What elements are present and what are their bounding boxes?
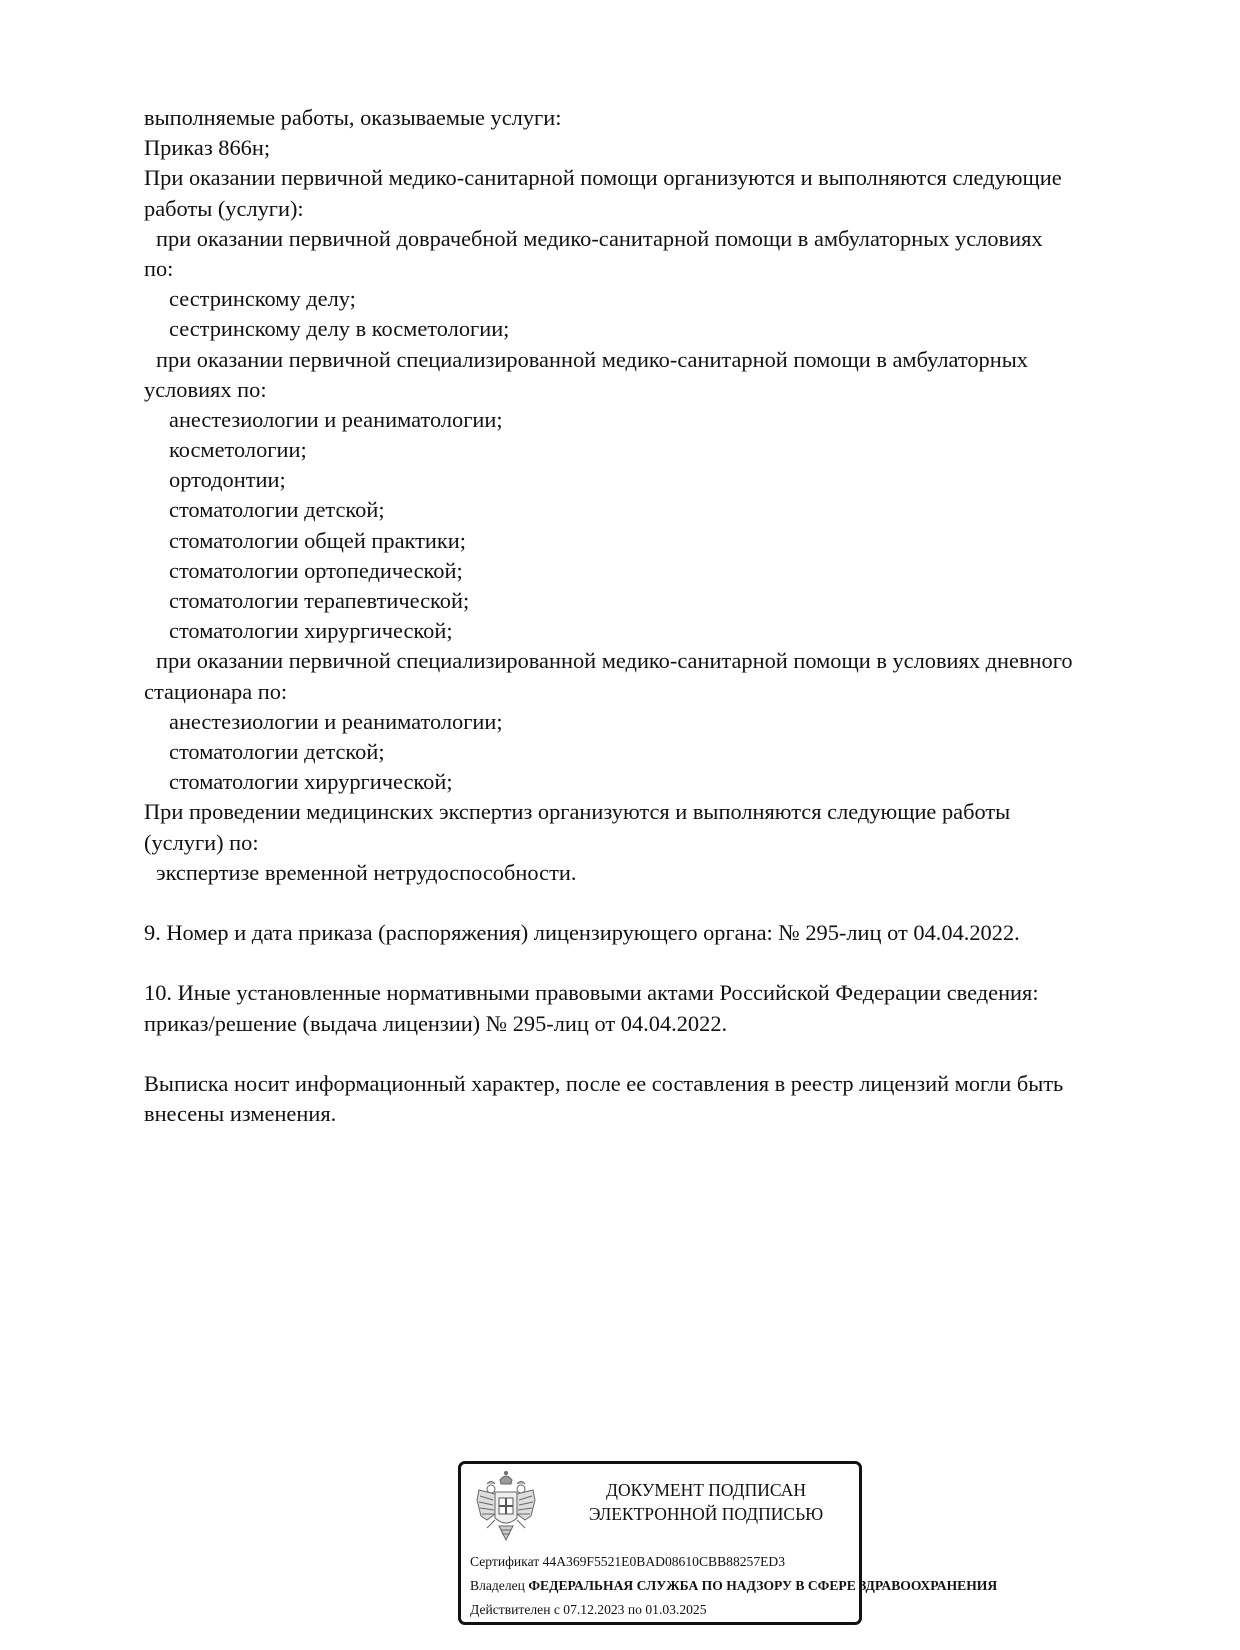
document-line: при оказании первичной специализированной медико-санитарной помощи в условиях дневного — [156, 648, 1073, 674]
document-line: внесены изменения. — [144, 1101, 337, 1127]
document-line: (услуги) по: — [144, 829, 259, 855]
document-line: стоматологии терапевтической; — [169, 588, 470, 613]
document-line: при оказании первичной специализированной медико-санитарной помощи в амбулаторных — [156, 346, 1028, 372]
document-line: сестринскому делу в косметологии; — [169, 316, 510, 342]
document-line: работы (услуги): — [144, 195, 304, 221]
document-line: При проведении медицинских экспертиз организуются и выполняются следующие работы — [144, 799, 1011, 825]
stamp-title-line1: ДОКУМЕНТ ПОДПИСАН — [606, 1480, 806, 1500]
document-line: Выписка носит информационный характер, после ее составления в реестр лицензий могли быть — [144, 1071, 1064, 1096]
owner-label: Владелец — [470, 1578, 525, 1593]
stamp-title — [561, 1478, 851, 1526]
certificate-value: 44A369F5521E0BAD08610CBB88257ED3 — [542, 1554, 786, 1569]
electronic-signature-stamp — [458, 1461, 998, 1625]
validity-row: Действителен с 07.12.2023 по 01.03.2025 — [470, 1602, 707, 1617]
document-line: стоматологии детской; — [169, 738, 385, 764]
document-line: выполняемые работы, оказываемые услуги: — [144, 105, 562, 130]
stamp-details — [470, 1550, 998, 1622]
document-line: при оказании первичной доврачебной медико-санитарной помощи в амбулаторных условиях — [156, 225, 1043, 251]
document-line: 10. Иные установленные нормативными правовыми актами Российской Федерации сведения: — [144, 980, 1039, 1006]
document-line: приказ/решение (выдача лицензии) № 295-лиц от 04.04.2022. — [144, 1010, 728, 1036]
certificate-label: Сертификат — [470, 1554, 540, 1569]
certificate-row — [470, 1550, 862, 1574]
blank-line — [144, 948, 1144, 978]
document-body — [144, 103, 1144, 1129]
document-line: стоматологии детской; — [169, 497, 385, 523]
document-line: условиях по: — [144, 376, 267, 402]
blank-line — [144, 1039, 1144, 1069]
document-line: стоматологии ортопедической; — [169, 557, 463, 583]
document-line: Приказ 866н; — [144, 135, 271, 161]
document-line: 9. Номер и дата приказа (распоряжения) лицензирующего органа: № 295-лиц от 04.04.2022. — [144, 920, 1020, 946]
owner-row — [470, 1574, 998, 1598]
document-line: стоматологии общей практики; — [169, 527, 466, 553]
document-line: косметологии; — [169, 437, 307, 463]
document-line: экспертизе временной нетрудоспособности. — [156, 859, 577, 885]
document-line: стоматологии хирургической; — [169, 769, 453, 795]
document-line: При оказании первичной медико-санитарной помощи организуются и выполняются следующие — [144, 165, 1062, 191]
owner-value: ФЕДЕРАЛЬНАЯ СЛУЖБА ПО НАДЗОРУ В СФЕРЕ ЗДРАВООХРАНЕНИЯ — [528, 1578, 998, 1593]
blank-line — [144, 888, 1144, 918]
document-line: ортодонтии; — [169, 467, 286, 493]
document-line: анестезиологии и реаниматологии; — [169, 708, 503, 734]
document-line: сестринскому делу; — [169, 286, 356, 312]
russian-coat-of-arms-icon — [473, 1470, 539, 1544]
stamp-title-line2: ЭЛЕКТРОННОЙ ПОДПИСЬЮ — [588, 1504, 824, 1524]
document-line: анестезиологии и реаниматологии; — [169, 406, 503, 432]
document-line: стоматологии хирургической; — [169, 618, 453, 644]
document-line: по: — [144, 255, 174, 281]
document-line: стационара по: — [144, 678, 288, 704]
